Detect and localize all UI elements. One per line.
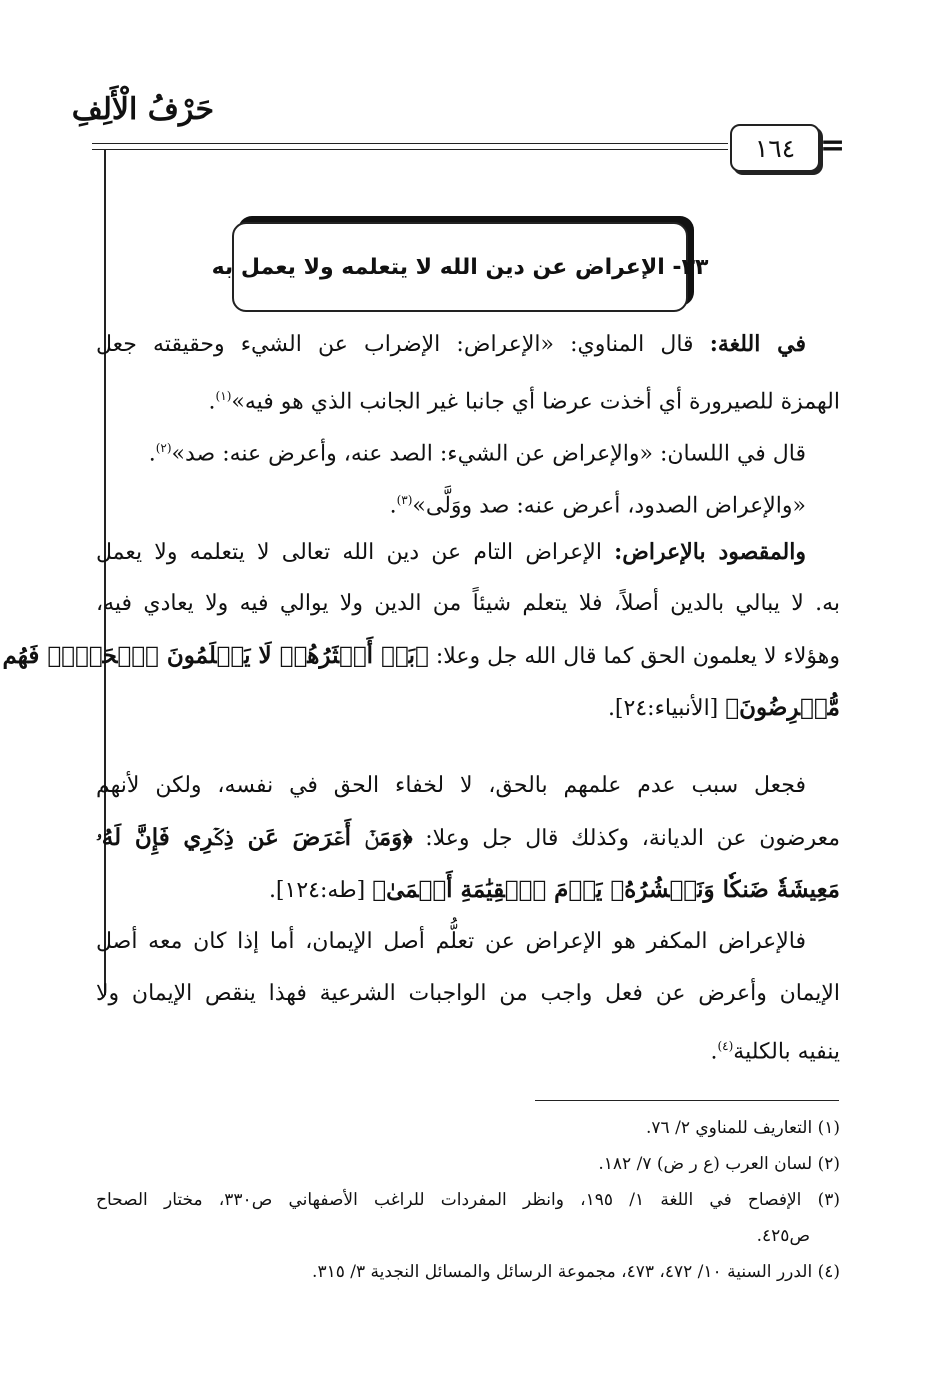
- page-number-text: ١٦٤: [754, 133, 796, 163]
- paragraph-line: [96, 916, 840, 968]
- verse-reference: [الأنبياء:٢٤].: [607, 696, 719, 721]
- paragraph-line: [96, 526, 840, 578]
- paragraph-line: [96, 812, 840, 864]
- footnote: (٤) الدرر السنية ١٠/ ٤٧٢، ٤٧٣، مجموعة الرسائل والمسائل النجدية ٣/ ٣١٥.: [312, 1262, 840, 1282]
- text-span: فجعل سبب عدم علمهم بالحق، لا لخفاء الحق في نفسه، ولكن لأنهم: [96, 773, 806, 798]
- quran-verse: مَعِيشَةٗ ضَنكٗا وَنَحۡشُرُهُۥ يَوۡمَ ٱلۡقِيَٰمَةِ أَعۡمَىٰ﴾: [372, 876, 840, 903]
- quran-verse: ﴿وَمَنۡ أَعۡرَضَ عَن ذِكۡرِي فَإِنَّ لَهُۥ: [96, 824, 413, 851]
- footnote-rule: [535, 1100, 839, 1101]
- text-span: فالإعراض المكفر هو الإعراض عن تعلُّم أصل الإيمان، أما إذا كان معه أصل: [96, 929, 806, 954]
- text-span: وهؤلاء لا يعلمون الحق كما قال الله جل وعلا:: [435, 644, 840, 669]
- paragraph-gap: [96, 734, 840, 760]
- footnote: (٢) لسان العرب (ع ر ض) ٧/ ١٨٢.: [598, 1154, 840, 1174]
- paragraph-line: [96, 1020, 840, 1072]
- page-number: [730, 124, 820, 172]
- paragraph-line: [96, 318, 840, 370]
- verse-reference: [طه:١٢٤].: [268, 878, 366, 903]
- footnote-ref: (٣): [396, 493, 413, 507]
- text-span: معرضون عن الديانة، وكذلك قال جل وعلا:: [425, 826, 840, 851]
- paragraph-line: [96, 370, 840, 422]
- paragraph-line: [96, 682, 840, 734]
- quran-verse: ﴿بَلۡ أَكۡثَرُهُمۡ لَا يَعۡلَمُونَ ٱلۡحَقَّۖ فَهُم: [2, 642, 429, 669]
- paragraph-line: [96, 864, 840, 916]
- footnote: (٣) الإفصاح في اللغة ١/ ١٩٥، وانظر المفردات للراغب الأصفهاني ص٣٣٠، مختار الصحاح: [96, 1190, 840, 1210]
- term-label: في اللغة:: [709, 331, 807, 357]
- text-span: .: [389, 493, 397, 519]
- text-span: .: [148, 441, 156, 467]
- ornament-mark: =: [820, 128, 846, 163]
- footnote-ref: (٤): [717, 1039, 734, 1053]
- paragraph-line: [96, 968, 840, 1020]
- section-heading: ٣٣- الإعراض عن دين الله لا يتعلمه ولا يعمل به: [211, 254, 709, 280]
- text-span: .: [710, 1039, 718, 1065]
- header-rule-top: [92, 143, 728, 144]
- running-title: حَرْفُ الْأَلِفِ: [71, 92, 214, 127]
- text-span: الإعراض التام عن دين الله تعالى لا يتعلمه ولا يعمل: [96, 540, 602, 565]
- text-span: به. لا يبالي بالدين أصلاً، فلا يتعلم شيئاً من الدين ولا يوالي فيه ولا يعادي فيه،: [96, 591, 840, 616]
- footnote-continuation: ص٤٢٥.: [756, 1226, 810, 1246]
- text-span: قال في اللسان: «والإعراض عن الشيء: الصد عنه، وأعرض عنه: صد»: [171, 441, 806, 467]
- text-span: الهمزة للصيرورة أي أخذت عرضا أي جانبا غير الجانب الذي هو فيه»: [231, 389, 840, 415]
- paragraph-line: [96, 760, 840, 812]
- paragraph-line: [2, 630, 840, 682]
- section-heading-box: [211, 222, 709, 312]
- header-rule-bottom: [92, 149, 728, 150]
- text-span: .: [208, 389, 216, 415]
- text-span: «والإعراض الصدود، أعرض عنه: صد ووَلَّى»: [412, 493, 806, 519]
- footnote-ref: (١): [215, 389, 232, 403]
- term-label: والمقصود بالإعراض:: [614, 539, 806, 565]
- footnote: (١) التعاريف للمناوي ٢/ ٧٦.: [646, 1118, 840, 1138]
- paragraph-line: [96, 578, 840, 630]
- body-text: [2, 318, 840, 1072]
- text-span: ينفيه بالكلية: [733, 1039, 840, 1065]
- paragraph-line: [96, 422, 840, 474]
- footnote-ref: (٢): [155, 441, 172, 455]
- text-span: الإيمان وأعرض عن فعل واجب من الواجبات الشرعية فهذا ينقص الإيمان ولا: [96, 981, 840, 1006]
- quran-verse: مُّعۡرِضُونَ﴾: [725, 694, 840, 721]
- footnotes: [96, 1110, 840, 1290]
- text-span: قال المناوي: «الإعراض: الإضراب عن الشيء وحقيقته جعل: [96, 332, 694, 357]
- paragraph-line: [96, 474, 840, 526]
